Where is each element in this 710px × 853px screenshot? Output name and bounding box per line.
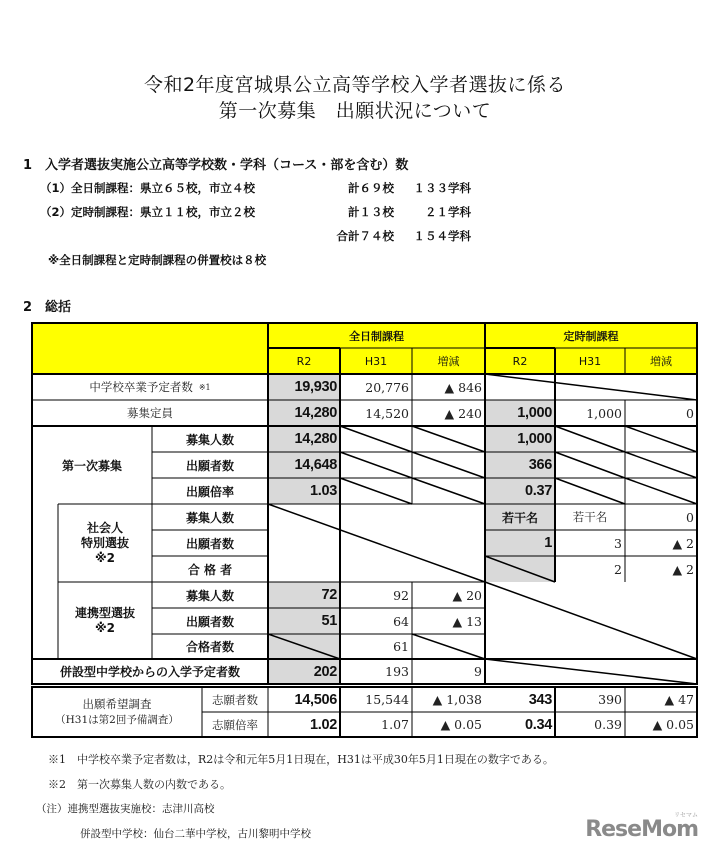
footnote-2: ※2 第一次募集人数の内数である。 <box>48 778 231 791</box>
capacity-pt-h31: 1,000 <box>555 400 625 426</box>
survey-applicants-ft-change: ▲ 1,038 <box>412 687 485 712</box>
survey-ratio-ft-h31: 1.07 <box>340 712 412 737</box>
partnership-pt-na <box>485 582 697 659</box>
adult-applicants-pt-change: ▲ 2 <box>625 530 697 556</box>
capacity-ft-r2: 14,280 <box>268 400 340 426</box>
adult-applicants-pt-r2: 1 <box>485 530 555 556</box>
section1-row2-label: （2）定時制課程：県立１１校，市立２校 <box>40 205 255 219</box>
first-round-recruit-ft-r2: 14,280 <box>268 426 340 452</box>
adult-special-line2: 特別選抜 <box>80 535 129 550</box>
survey-applicants-pt-r2: 343 <box>485 687 555 712</box>
remark-1: （注）連携型選抜実施校：志津川高校 <box>36 803 215 815</box>
page-title-line2: 第一次募集 出願状況について <box>218 100 492 122</box>
survey-applicants-pt-h31: 390 <box>555 687 625 712</box>
first-round-applicants-ft-r2: 14,648 <box>268 452 340 478</box>
subheader-ft-change: 増減 <box>412 348 485 374</box>
first-round-ratio-pt-r2: 0.37 <box>485 478 555 504</box>
adult-recruit-pt-r2: 若干名 <box>485 504 555 530</box>
survey-applicants-ft-r2: 14,506 <box>268 687 340 712</box>
adult-applicants-label: 出願者数 <box>152 530 268 556</box>
adult-passed-label: 合 格 者 <box>152 556 268 582</box>
capacity-pt-r2: 1,000 <box>485 400 555 426</box>
partnership-passed-ft-h31: 61 <box>340 634 412 659</box>
first-round-applicants-label: 出願者数 <box>152 452 268 478</box>
first-round-recruit-label: 募集人数 <box>152 426 268 452</box>
survey-applicants-ft-h31: 15,544 <box>340 687 412 712</box>
graduates-ft-change: ▲ 846 <box>412 374 485 400</box>
section1-heading: 1 入学者選抜実施公立高等学校数・学科（コース・部を含む）数 <box>23 158 409 173</box>
section1-row2-schools: 計１３校 <box>348 205 394 219</box>
combined-middle-ft-change: 9 <box>412 659 485 684</box>
header-blank <box>32 323 268 374</box>
adult-passed-pt-r2 <box>485 556 555 582</box>
survey-ratio-label: 志願倍率 <box>202 712 268 737</box>
partnership-applicants-ft-r2: 51 <box>268 608 340 634</box>
partnership-passed-label: 合格者数 <box>152 634 268 659</box>
section1-row1-schools: 計６９校 <box>348 181 394 195</box>
graduates-ft-h31: 20,776 <box>340 374 412 400</box>
combined-middle-ft-h31: 193 <box>340 659 412 684</box>
partnership-passed-ft-change <box>412 634 485 659</box>
first-round-ratio-label: 出願倍率 <box>152 478 268 504</box>
survey-ratio-ft-change: ▲ 0.05 <box>412 712 485 737</box>
resemom-logo <box>585 810 698 841</box>
logo-text: ReseMom <box>585 817 698 842</box>
partnership-applicants-ft-h31: 64 <box>340 608 412 634</box>
page-title-line1: 令和2年度宮城県公立高等学校入学者選抜に係る <box>143 74 567 96</box>
combined-middle-label: 併設型中学校からの入学予定者数 <box>32 659 268 684</box>
remark-2: 併設型中学校：仙台二華中学校，古川黎明中学校 <box>80 828 311 840</box>
partnership-recruit-label: 募集人数 <box>152 582 268 608</box>
section1-row1-label: （1）全日制課程：県立６５校，市立４校 <box>40 181 255 195</box>
section2-heading: 2 総括 <box>23 300 72 315</box>
row-graduates-label <box>32 374 268 400</box>
subheader-pt-h31: H31 <box>555 348 625 374</box>
graduates-label-text: 中学校卒業予定者数 <box>89 380 193 394</box>
first-round-group-label: 第一次募集 <box>32 426 152 504</box>
partnership-line2: ※2 <box>94 620 115 635</box>
survey-ratio-ft-r2: 1.02 <box>268 712 340 737</box>
survey-line1: 出願希望調査 <box>82 697 152 711</box>
capacity-ft-h31: 14,520 <box>340 400 412 426</box>
subheader-ft-r2: R2 <box>268 348 340 374</box>
adult-recruit-pt-h31: 若干名 <box>555 504 625 530</box>
adult-special-group-label <box>58 504 152 582</box>
survey-ratio-pt-r2: 0.34 <box>485 712 555 737</box>
footnote-1: ※1 中学校卒業予定者数は，R2は令和元年5月1日現在，H31は平成30年5月1日現在の数字である。 <box>48 753 554 766</box>
survey-group-label <box>32 687 202 737</box>
first-round-applicants-pt-r2: 366 <box>485 452 555 478</box>
capacity-ft-change: ▲ 240 <box>412 400 485 426</box>
adult-passed-pt-h31: 2 <box>555 556 625 582</box>
partnership-group-label <box>58 582 152 659</box>
header-fulltime: 全日制課程 <box>268 323 485 348</box>
combined-middle-ft-r2: 202 <box>268 659 340 684</box>
adult-recruit-label: 募集人数 <box>152 504 268 530</box>
section1-total-schools: 合計７４校 <box>336 229 394 243</box>
subheader-pt-change: 増減 <box>625 348 697 374</box>
section1-row2-departments: ２１学科 <box>425 205 471 219</box>
row-capacity-label: 募集定員 <box>32 400 268 426</box>
survey-ratio-pt-change: ▲ 0.05 <box>625 712 697 737</box>
partnership-recruit-ft-r2: 72 <box>268 582 340 608</box>
adult-applicants-pt-h31: 3 <box>555 530 625 556</box>
graduates-pt-na <box>485 374 697 400</box>
survey-applicants-label: 志願者数 <box>202 687 268 712</box>
graduates-ft-r2: 19,930 <box>268 374 340 400</box>
adult-special-line1: 社会人 <box>86 520 123 535</box>
section1-total-departments: １５４学科 <box>413 229 471 243</box>
first-round-recruit-pt-r2: 1,000 <box>485 426 555 452</box>
partnership-recruit-ft-change: ▲ 20 <box>412 582 485 608</box>
partnership-recruit-ft-h31: 92 <box>340 582 412 608</box>
adult-passed-pt-change: ▲ 2 <box>625 556 697 582</box>
header-parttime: 定時制課程 <box>485 323 697 348</box>
adult-special-line3: ※2 <box>94 550 115 565</box>
subheader-pt-r2: R2 <box>485 348 555 374</box>
logo-sub: リセマム <box>674 812 698 819</box>
combined-middle-pt-na <box>485 659 697 684</box>
survey-applicants-pt-change: ▲ 47 <box>625 687 697 712</box>
partnership-line1: 連携型選抜 <box>74 605 135 620</box>
partnership-applicants-label: 出願者数 <box>152 608 268 634</box>
subheader-ft-h31: H31 <box>340 348 412 374</box>
capacity-pt-change: 0 <box>625 400 697 426</box>
survey-ratio-pt-h31: 0.39 <box>555 712 625 737</box>
survey-line2: （H31は第2回予備調査） <box>55 714 179 726</box>
section1-note: ※全日制課程と定時制課程の併置校は８校 <box>48 253 267 267</box>
adult-ft-na <box>268 504 485 582</box>
first-round-ratio-ft-r2: 1.03 <box>268 478 340 504</box>
partnership-passed-ft-r2 <box>268 634 340 659</box>
graduates-note: ※1 <box>198 382 211 392</box>
partnership-applicants-ft-change: ▲ 13 <box>412 608 485 634</box>
adult-recruit-pt-change: 0 <box>625 504 697 530</box>
section1-row1-departments: １３３学科 <box>413 181 471 195</box>
